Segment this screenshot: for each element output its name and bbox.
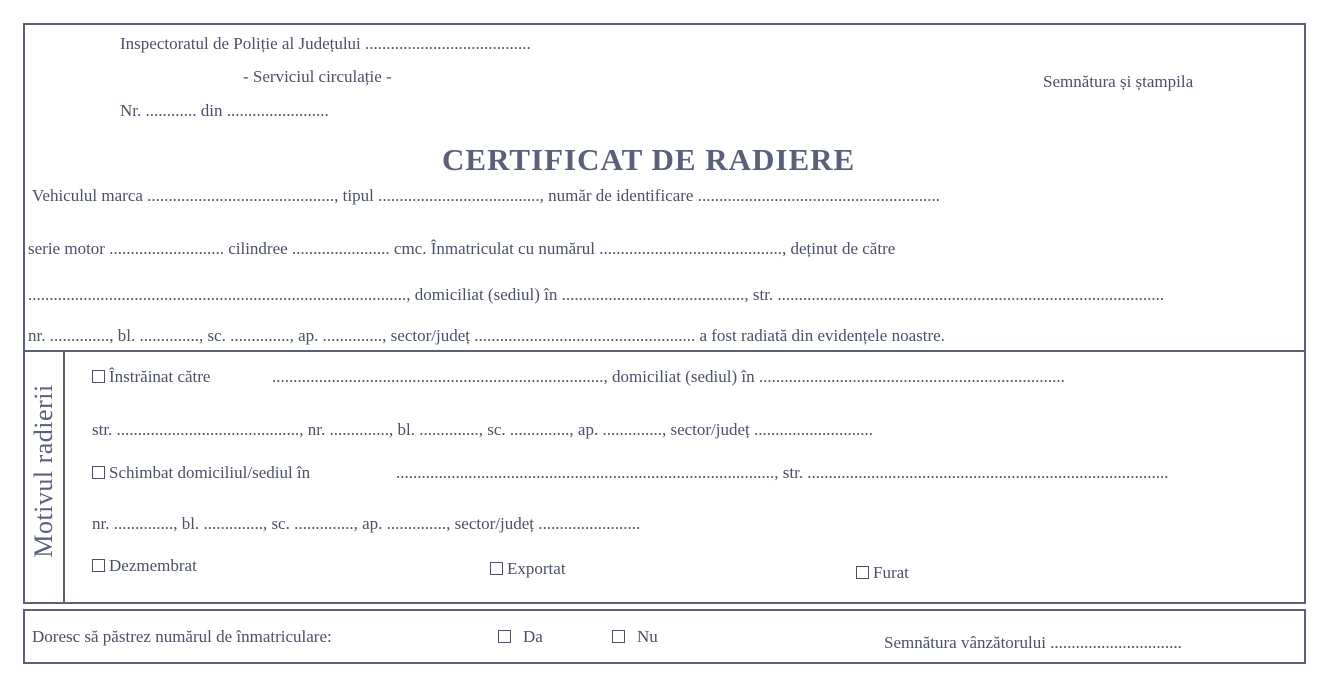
side-label-divider (63, 350, 65, 604)
yes-label: Da (523, 627, 543, 646)
service-line: - Serviciul circulație - (243, 67, 392, 86)
stolen-label: Furat (873, 563, 909, 582)
reason-stolen[interactable] (856, 563, 909, 583)
vehicle-line-4: nr. .............., bl. .............., sc. .............., ap. .............., sector/județ .................................................... a fost radiată din evidențele noastre. (28, 326, 945, 345)
seller-signature: Semnătura vânzătorului ............................... (884, 633, 1182, 652)
no-checkbox[interactable] (612, 630, 625, 643)
changed-address-fill: ........................................................................................., str. ..................................................................................... (396, 463, 1169, 482)
keep-plate-yes[interactable] (498, 627, 543, 647)
changed-address-checkbox[interactable] (92, 466, 105, 479)
section-divider (23, 350, 1306, 352)
transferred-line-2: str. ..........................................., nr. .............., bl. .............., sc. .............., ap. .............., sector/județ ............................ (92, 420, 874, 439)
reason-side-label-text: Motivul radierii (29, 384, 58, 558)
keep-plate-no[interactable] (612, 627, 658, 647)
changed-address-label: Schimbat domiciliul/sediul în (109, 463, 311, 482)
transferred-label: Înstrăinat către (109, 367, 211, 386)
vehicle-line-2: serie motor ........................... cilindree ....................... cmc. Înmatriculat cu numărul ..........................................., deținut de către (28, 239, 896, 258)
exported-label: Exportat (507, 559, 566, 578)
stolen-checkbox[interactable] (856, 566, 869, 579)
transferred-checkbox[interactable] (92, 370, 105, 383)
vehicle-line-3: ........................................................................................., domiciliat (sediul) în ..........................................., str. ........................................................................................... (28, 285, 1165, 304)
reason-exported[interactable] (490, 559, 566, 579)
no-label: Nu (637, 627, 658, 646)
reason-transferred[interactable] (92, 367, 210, 387)
changed-address-line-2: nr. .............., bl. .............., sc. .............., ap. .............., sector/județ ........................ (92, 514, 641, 533)
reason-changed-address[interactable] (92, 463, 310, 483)
dismantled-label: Dezmembrat (109, 556, 197, 575)
signature-stamp-label: Semnătura și ștampila (1043, 72, 1194, 91)
keep-plate-question: Doresc să păstrez numărul de înmatriculare: (32, 627, 332, 646)
inspectorate-line: Inspectoratul de Poliție al Județului ....................................... (120, 34, 531, 53)
vehicle-line-1: Vehiculul marca ............................................, tipul ......................................, număr de identificare ......................................................... (32, 186, 940, 205)
document-title: CERTIFICAT DE RADIERE (442, 142, 856, 177)
dismantled-checkbox[interactable] (92, 559, 105, 572)
number-line: Nr. ............ din ........................ (120, 101, 329, 120)
reason-side-label (26, 352, 62, 590)
yes-checkbox[interactable] (498, 630, 511, 643)
transferred-fill: .............................................................................., domiciliat (sediul) în ........................................................................ (272, 367, 1065, 386)
exported-checkbox[interactable] (490, 562, 503, 575)
reason-dismantled[interactable] (92, 556, 197, 576)
